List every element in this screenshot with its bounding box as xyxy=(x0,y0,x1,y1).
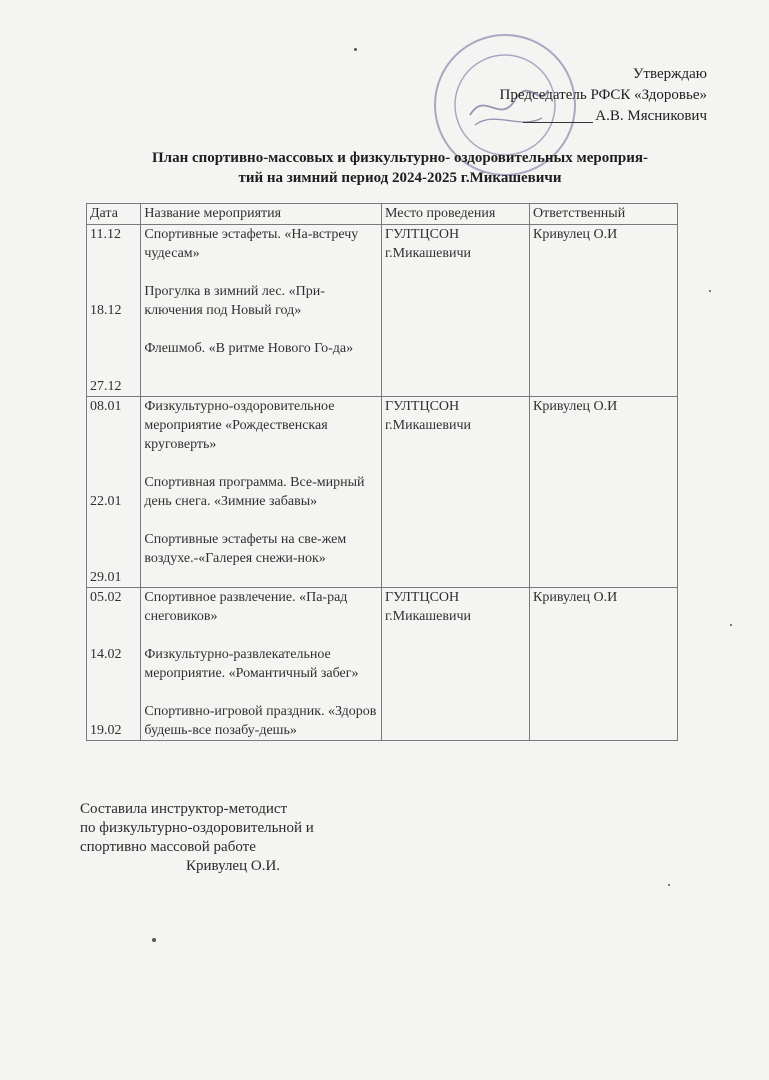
event-name: Спортивная программа. Все-мирный день снега. «Зимние забавы» xyxy=(144,475,365,509)
place-cell: ГУЛТЦСОН г.Микашевичи xyxy=(381,225,529,397)
compiler-line-3: спортивно массовой работе xyxy=(80,839,256,855)
header-event-name: Название мероприятия xyxy=(141,204,382,225)
table-header-row xyxy=(87,204,678,225)
event-name: Флешмоб. «В ритме Нового Го-да» xyxy=(144,341,354,356)
event-name: Физкультурно-оздоровительное мероприятие «Рождественская круговерть» xyxy=(144,399,335,452)
event-date: 18.12 xyxy=(90,303,122,318)
scan-speck xyxy=(709,290,711,292)
responsible-cell: Кривулец О.И xyxy=(529,397,677,588)
place-cell: ГУЛТЦСОН г.Микашевичи xyxy=(381,397,529,588)
event-name: Спортивно-игровой праздник. «Здоров будешь-все позабу-дешь» xyxy=(144,704,377,738)
document-title xyxy=(80,148,720,188)
event-date: 08.01 xyxy=(90,399,122,414)
event-name: Спортивное развлечение. «Па-рад снеговиков» xyxy=(144,590,348,624)
event-name-cell xyxy=(141,225,382,397)
place-cell: ГУЛТЦСОН г.Микашевичи xyxy=(381,588,529,741)
event-date: 27.12 xyxy=(90,379,122,394)
scan-speck xyxy=(668,884,670,886)
approval-position: Председатель РФСК «Здоровье» xyxy=(499,87,707,103)
signature-blank xyxy=(523,106,593,123)
header-place: Место проведения xyxy=(381,204,529,225)
responsible-cell: Кривулец О.И xyxy=(529,225,677,397)
approval-block xyxy=(500,64,707,127)
date-cell xyxy=(87,588,141,741)
compiler-signature-block xyxy=(80,800,314,876)
title-line-1: План спортивно-массовых и физкультурно- оздоровительных мероприя- xyxy=(152,150,648,166)
table-row xyxy=(87,588,678,741)
event-date: 22.01 xyxy=(90,494,122,509)
event-name: Спортивные эстафеты. «На-встречу чудесам» xyxy=(144,227,359,261)
event-name: Прогулка в зимний лес. «При-ключения под Новый год» xyxy=(144,284,325,318)
header-date: Дата xyxy=(87,204,141,225)
date-cell xyxy=(87,225,141,397)
event-name: Физкультурно-развлекательное мероприятие. «Романтичный забег» xyxy=(144,647,359,681)
compiler-name: Кривулец О.И. xyxy=(186,858,281,874)
event-name-cell xyxy=(141,588,382,741)
compiler-line-2: по физкультурно-оздоровительной и xyxy=(80,820,314,836)
approver-name: А.В. Мясникович xyxy=(595,108,707,124)
scan-speck xyxy=(730,624,732,626)
scan-speck xyxy=(354,48,357,51)
events-table xyxy=(86,203,678,741)
event-date: 29.01 xyxy=(90,570,122,585)
compiler-line-1: Составила инструктор-методист xyxy=(80,801,288,817)
event-name: Спортивные эстафеты на све-жем воздухе.-«Галерея снежи-нок» xyxy=(144,532,347,566)
table-row xyxy=(87,225,678,397)
approval-heading: Утверждаю xyxy=(632,66,707,82)
event-date: 14.02 xyxy=(90,647,122,662)
title-line-2: тий на зимний период 2024-2025 г.Микашевичи xyxy=(238,170,562,186)
approval-signature-line xyxy=(500,106,707,127)
responsible-cell: Кривулец О.И xyxy=(529,588,677,741)
header-responsible: Ответственный xyxy=(529,204,677,225)
table-row xyxy=(87,397,678,588)
event-date: 19.02 xyxy=(90,723,122,738)
event-date: 11.12 xyxy=(90,227,121,242)
date-cell xyxy=(87,397,141,588)
scan-speck xyxy=(152,938,156,942)
event-date: 05.02 xyxy=(90,590,122,605)
event-name-cell xyxy=(141,397,382,588)
